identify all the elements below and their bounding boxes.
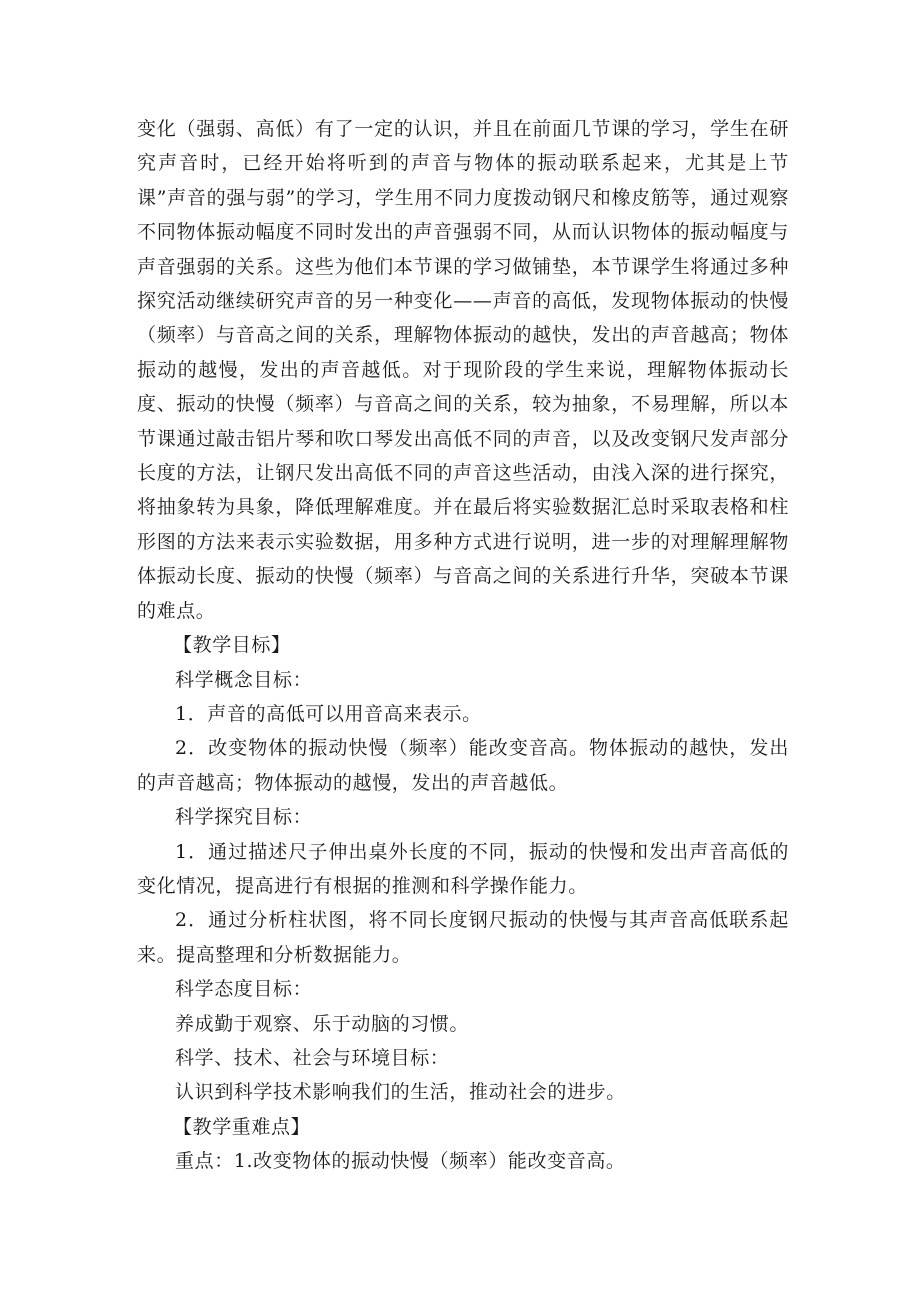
inquiry-objective-item-2: 2．通过分析柱状图，将不同长度钢尺振动的快慢与其声音高低联系起来。提高整理和分析数据能力。 (137, 909, 789, 966)
sts-objective-title: 科学、技术、社会与环境目标： (175, 1046, 450, 1069)
attitude-objective-item: 养成勤于观察、乐于动脑的习惯。 (175, 1012, 470, 1035)
document-body (137, 112, 789, 1179)
sts-objective-item: 认识到科学技术影响我们的生活，推动社会的进步。 (175, 1081, 626, 1104)
intro-paragraph: 变化（强弱、高低）有了一定的认识，并且在前面几节课的学习，学生在研究声音时，已经开始将听到的声音与物体的振动联系起来，尤其是上节课”声音的强与弱”的学习，学生用不同力度拨动钢尺和橡皮筋等，通过观察不同物体振动幅度不同时发出的声音强弱不同，从而认识物体的振动幅度与声音强弱的关系。这些为他们本节课的学习做铺垫，本节课学生将通过多种探究活动继续研究声音的另一种变化——声音的高低，发现物体振动的快慢（频率）与音高之间的关系，理解物体振动的越快，发出的声音越高；物体振动的越慢，发出的声音越低。对于现阶段的学生来说，理解物体振动长度、振动的快慢（频率）与音高之间的关系，较为抽象，不易理解，所以本节课通过敲击铝片琴和吹口琴发出高低不同的声音，以及改变钢尺发声部分长度的方法，让钢尺发出高低不同的声音这些活动，由浅入深的进行探究，将抽象转为具象，降低理解难度。并在最后将实验数据汇总时采取表格和柱形图的方法来表示实验数据，用多种方式进行说明，进一步的对理解理解物体振动长度、振动的快慢（频率）与音高之间的关系进行升华，突破本节课的难点。 (137, 118, 789, 622)
key-points-heading: 【教学重难点】 (173, 1115, 311, 1138)
inquiry-objective-item-1: 1．通过描述尺子伸出桌外长度的不同，振动的快慢和发出声音高低的变化情况，提高进行有根据的推测和科学操作能力。 (137, 840, 789, 897)
attitude-objective-title: 科学态度目标： (175, 978, 313, 1001)
concept-objective-item-2: 2．改变物体的振动快慢（频率）能改变音高。物体振动的越快，发出的声音越高；物体振动的越慢，发出的声音越低。 (137, 737, 789, 794)
concept-objective-title: 科学概念目标： (175, 668, 313, 691)
concept-objective-item-1: 1．声音的高低可以用音高来表示。 (175, 702, 482, 725)
key-point-item-1: 重点：1.改变物体的振动快慢（频率）能改变音高。 (175, 1150, 626, 1173)
inquiry-objective-title: 科学探究目标： (175, 806, 313, 829)
objectives-heading: 【教学目标】 (173, 634, 291, 657)
